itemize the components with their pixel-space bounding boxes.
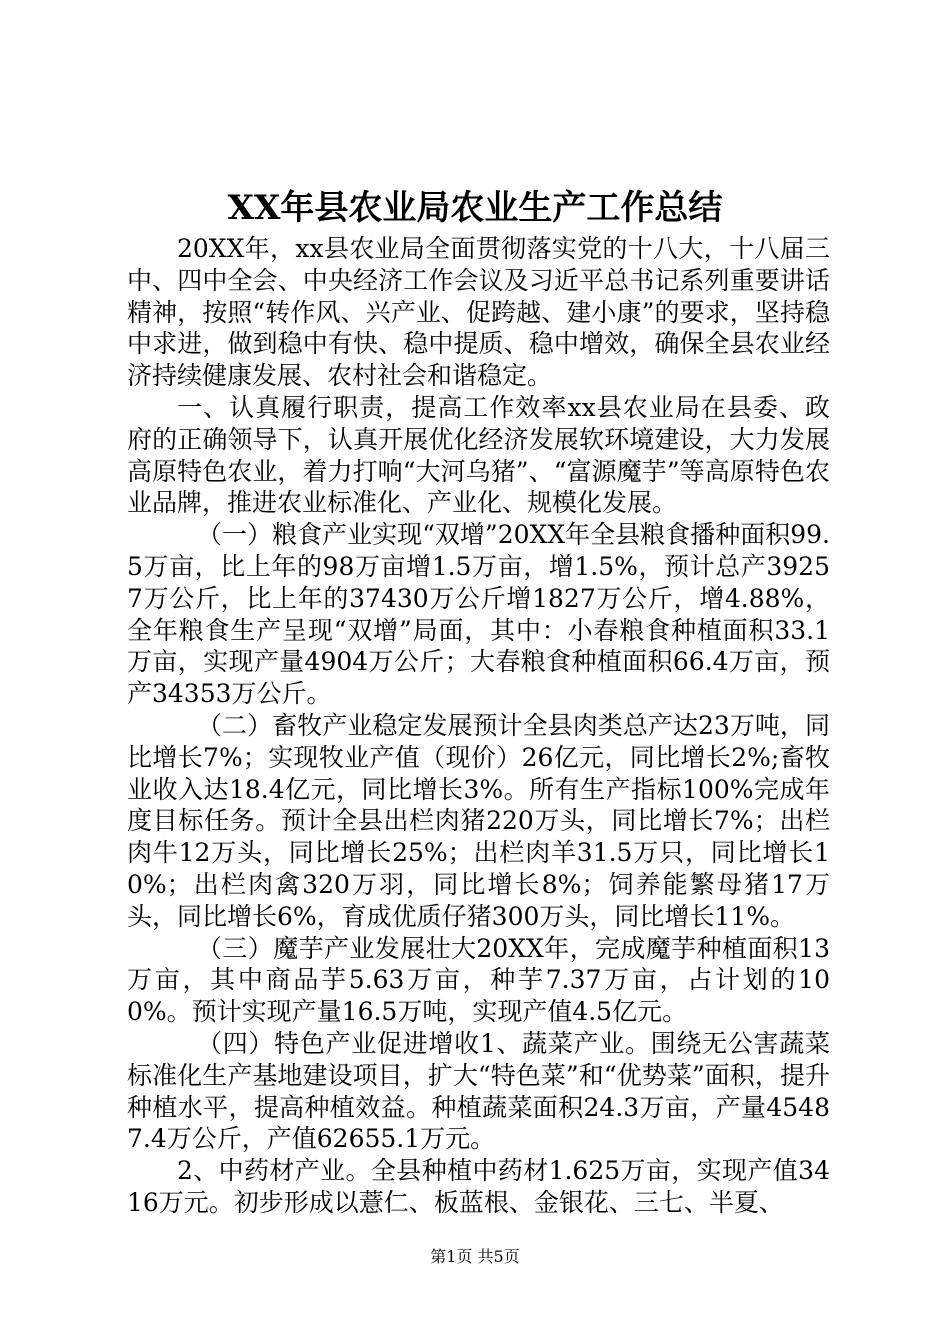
paragraph-livestock: （二）畜牧产业稳定发展预计全县肉类总产达23万吨，同比增长7%；实现牧业产值（现价）26亿元，同比增长2%;畜牧业收入达18.4亿元，同比增长3%。所有生产指标100%完成年度目标任务。预计全县出栏肉猪220万头，同比增长7%；出栏肉牛12万头，同比增长25%；出栏肉羊31.5万只，同比增长10%；出栏肉禽320万羽，同比增长8%；饲养能繁母猪17万头，同比增长6%，育成优质仔猪300万头，同比增长11%。 <box>127 710 830 931</box>
paragraph-specialty: （四）特色产业促进增收1、蔬菜产业。围绕无公害蔬菜标准化生产基地建设项目，扩大“特色菜”和“优势菜”面积，提升种植水平，提高种植效益。种植蔬菜面积24.3万亩，产量45487.4万公斤，产值62655.1万元。 <box>127 1028 830 1154</box>
page-footer: 第1页 共5页 <box>430 1247 520 1266</box>
paragraph-herbs: 2、中药材产业。全县种植中药材1.625万亩，实现产值3416万元。初步形成以薏仁、板蓝根、金银花、三七、半夏、 <box>127 1156 830 1217</box>
paragraph-konjac: （三）魔芋产业发展壮大20XX年，完成魔芋种植面积13万亩，其中商品芋5.63万亩，种芋7.37万亩，占计划的100%。预计实现产量16.5万吨，实现产值4.5亿元。 <box>127 933 830 1027</box>
document-body <box>127 233 830 1219</box>
document-title: XX年县农业局农业生产工作总结 <box>227 188 723 228</box>
paragraph-grain: （一）粮食产业实现“双增”20XX年全县粮食播种面积99.5万亩，比上年的98万亩增1.5万亩，增1.5%，预计总产39257万公斤，比上年的37430万公斤增1827万公斤，增4.88%，全年粮食生产呈现“双增”局面，其中：小春粮食种植面积33.1万亩，实现产量4904万公斤；大春粮食种植面积66.4万亩，预产34353万公斤。 <box>127 520 830 709</box>
paragraph-section-1: 一、认真履行职责，提高工作效率xx县农业局在县委、政府的正确领导下，认真开展优化经济发展软环境建设，大力发展高原特色农业，着力打响“大河乌猪”、“富源魔芋”等高原特色农业品牌，推进农业标准化、产业化、规模化发展。 <box>127 392 830 518</box>
paragraph-intro: 20XX年，xx县农业局全面贯彻落实党的十八大，十八届三中、四中全会、中央经济工作会议及习近平总书记系列重要讲话精神，按照“转作风、兴产业、促跨越、建小康”的要求，坚持稳中求进，做到稳中有快、稳中提质、稳中增效，确保全县农业经济持续健康发展、农村社会和谐稳定。 <box>127 234 830 391</box>
